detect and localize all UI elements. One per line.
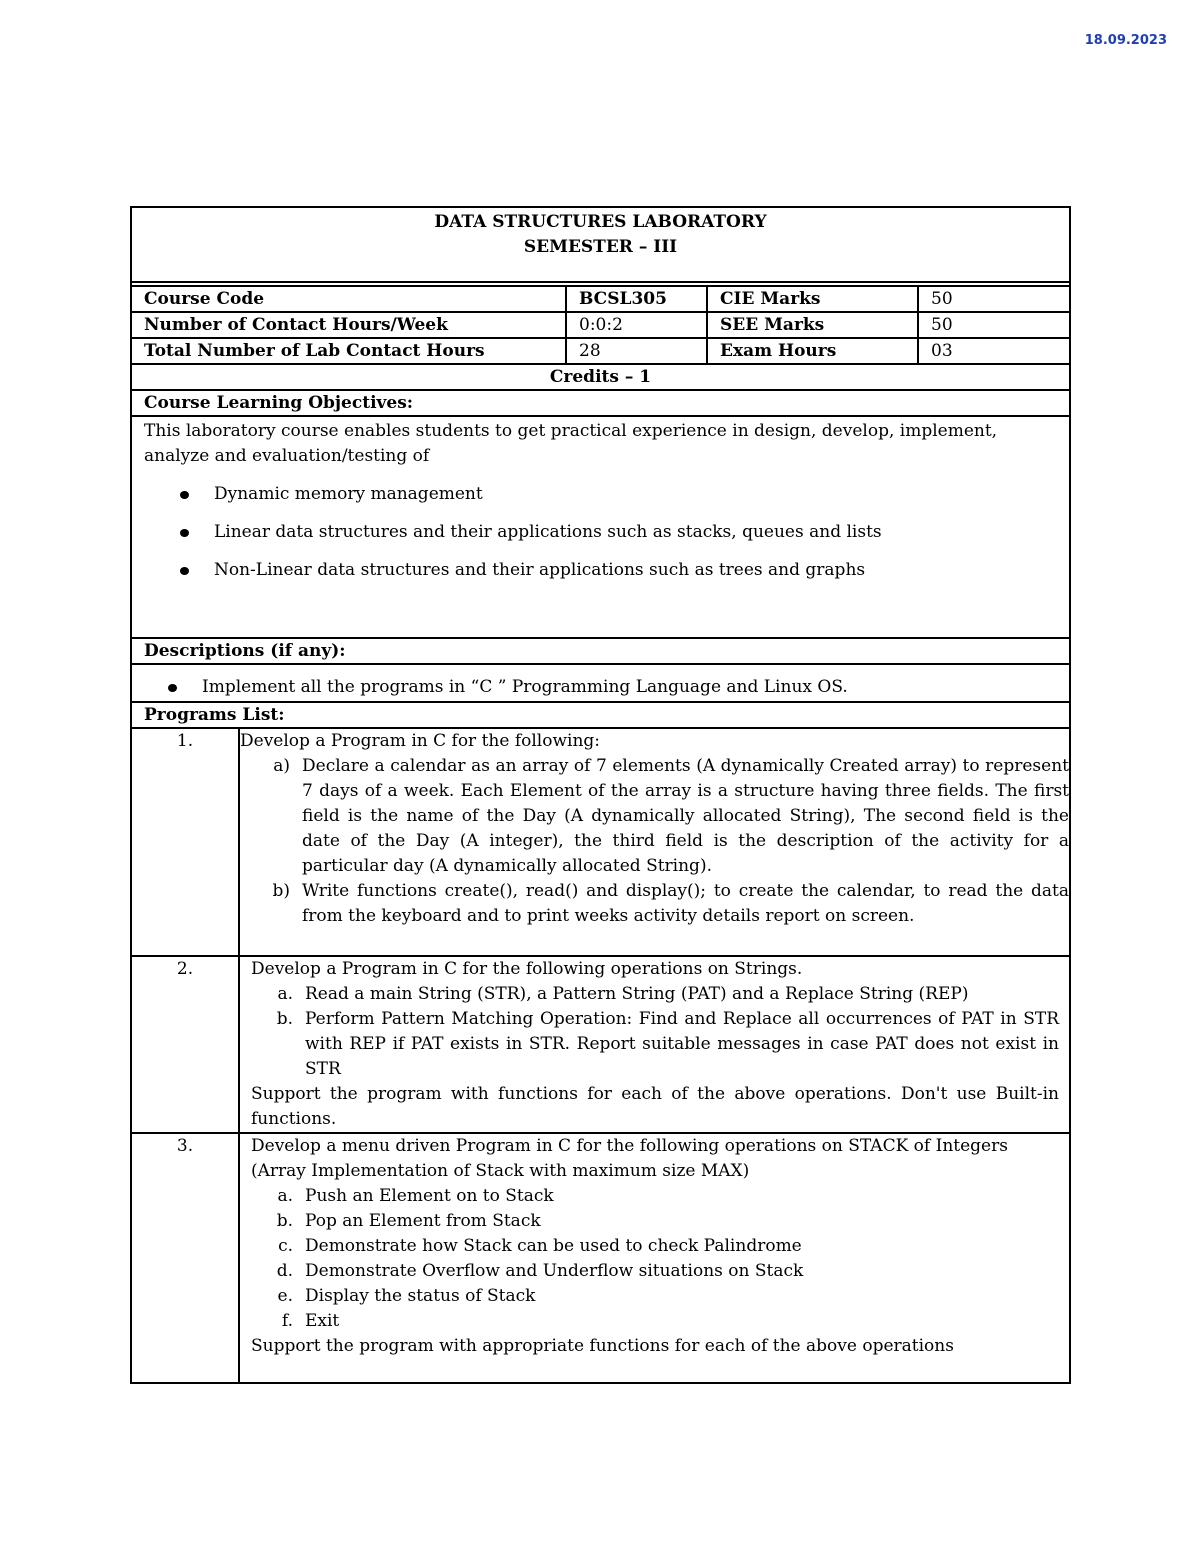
- item-text: Declare a calendar as an array of 7 elements (A dynamically Created array) to represent 7 days of a week. Each Element of the array is a structure having three fields. The first field is the name of the Day (A dynamically allocated String), The second field is the date of the Day (A integer), the third field is the description of the activity for a particular day (A dynamically allocated String).: [302, 756, 1069, 876]
- item-text: Read a main String (STR), a Pattern String (PAT) and a Replace String (REP): [305, 984, 969, 1004]
- program-footer: Support the program with functions for each of the above operations. Don't use Built-in functions.: [251, 1084, 1059, 1129]
- item-letter: b.: [276, 1009, 293, 1029]
- semester-label: SEMESTER – III: [523, 237, 678, 257]
- list-item: Implement all the programs in “C ” Programming Language and Linux OS.: [132, 675, 1069, 700]
- list-item: Non-Linear data structures and their applications such as trees and graphs: [144, 558, 1057, 583]
- info-label: Number of Contact Hours/Week: [132, 313, 567, 337]
- syllabus-table: [130, 206, 1071, 1384]
- program-intro: Develop a menu driven Program in C for the following operations on STACK of Integers (Array Implementation of Stack with maximum size MAX): [251, 1136, 1008, 1181]
- program-item: [251, 982, 1059, 1007]
- info-label-2: SEE Marks: [708, 313, 919, 337]
- course-header: [132, 208, 1069, 283]
- item-letter: b): [272, 881, 290, 901]
- program-number: 1.: [132, 729, 240, 955]
- item-text: Demonstrate Overflow and Underflow situations on Stack: [305, 1261, 804, 1281]
- objectives-heading: Course Learning Objectives:: [132, 391, 1069, 417]
- item-letter: a): [273, 756, 290, 776]
- credits-row: Credits – 1: [132, 365, 1069, 391]
- info-label: Total Number of Lab Contact Hours: [132, 339, 567, 363]
- descriptions-list: [132, 675, 1069, 700]
- descriptions-heading: Descriptions (if any):: [132, 639, 1069, 665]
- item-text: Perform Pattern Matching Operation: Find and Replace all occurrences of PAT in STR with REP if PAT exists in STR. Report suitable messages in case PAT does not exist in STR: [305, 1009, 1059, 1079]
- program-item: [251, 1209, 1059, 1234]
- list-item: Linear data structures and their applications such as stacks, queues and lists: [144, 520, 1057, 545]
- info-value: 28: [567, 339, 708, 363]
- item-text: Push an Element on to Stack: [305, 1186, 554, 1206]
- document-date: 18.09.2023: [1084, 33, 1167, 48]
- info-row: [132, 339, 1069, 365]
- descriptions-body: [132, 665, 1069, 703]
- info-value-2: 03: [931, 341, 953, 361]
- program-row: [132, 729, 1069, 957]
- objectives-intro: This laboratory course enables students to get practical experience in design, develop, implement, analyze and evaluation/testing of: [144, 421, 998, 466]
- item-text: Write functions create(), read() and display(); to create the calendar, to read the data from the keyboard and to print weeks activity details report on screen.: [302, 881, 1069, 926]
- program-item: [240, 754, 1069, 879]
- info-label: Course Code: [132, 287, 567, 311]
- item-letter: a.: [277, 1186, 293, 1206]
- item-text: Demonstrate how Stack can be used to check Palindrome: [305, 1236, 802, 1256]
- program-item: [251, 1259, 1059, 1284]
- course-title: DATA STRUCTURES LABORATORY: [434, 212, 767, 232]
- list-item: Dynamic memory management: [144, 482, 1057, 507]
- item-letter: f.: [281, 1311, 293, 1331]
- info-value-2: 50: [931, 315, 953, 335]
- info-value-2: 50: [931, 289, 953, 309]
- item-letter: e.: [277, 1286, 293, 1306]
- item-text: Pop an Element from Stack: [305, 1211, 541, 1231]
- item-letter: d.: [276, 1261, 293, 1281]
- item-text: Exit: [305, 1311, 340, 1331]
- info-row: [132, 313, 1069, 339]
- program-item: [251, 1007, 1059, 1082]
- info-row: [132, 287, 1069, 313]
- objectives-list: [144, 482, 1057, 583]
- info-value: BCSL305: [567, 287, 708, 311]
- program-number: 2.: [132, 957, 240, 1132]
- program-intro: Develop a Program in C for the following:: [240, 731, 601, 751]
- item-letter: b.: [276, 1211, 293, 1231]
- info-label-2: CIE Marks: [708, 287, 919, 311]
- info-value: 0:0:2: [567, 313, 708, 337]
- program-row: [132, 957, 1069, 1134]
- program-footer: Support the program with appropriate functions for each of the above operations: [251, 1336, 954, 1356]
- program-number: 3.: [132, 1134, 240, 1382]
- info-label-2: Exam Hours: [708, 339, 919, 363]
- program-item: [251, 1309, 1059, 1334]
- program-item: [251, 1184, 1059, 1209]
- item-letter: c.: [278, 1236, 293, 1256]
- item-letter: a.: [277, 984, 293, 1004]
- program-item: [251, 1284, 1059, 1309]
- program-row: [132, 1134, 1069, 1382]
- objectives-body: [132, 417, 1069, 639]
- program-body: [240, 729, 1069, 955]
- program-item: [251, 1234, 1059, 1259]
- program-item: [240, 879, 1069, 929]
- item-text: Display the status of Stack: [305, 1286, 536, 1306]
- program-body: [240, 957, 1069, 1132]
- programs-heading: Programs List:: [132, 703, 1069, 729]
- program-intro: Develop a Program in C for the following operations on Strings.: [251, 959, 803, 979]
- program-body: [240, 1134, 1069, 1382]
